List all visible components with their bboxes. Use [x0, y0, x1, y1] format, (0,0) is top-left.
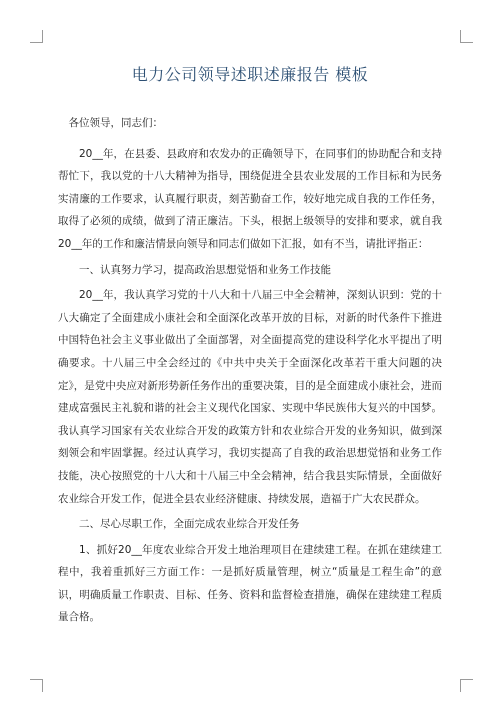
paragraph-study: 20__年，我认真学习党的十八大和十八届三中全会精神，深刻认识到：党的十八大确定了全面建成小康社会和全面深化改革开放的目标，对新的时代条件下推进中国特色社会主义事业做出了全面部署，对全面提高党的建设科学化水平提出了明确要求。十八届三中全会经过的《中共中央关于全面深化改革若干重大问题的决定》，是党中央应对新形势新任务作出的重要决策，目的是全面建成小康社会，进而建成富强民主礼貌和谐的社会主义现代化国家、实现中华民族伟大复兴的中国梦。我认真学习国家有关农业综合开发的政策方针和农业综合开发的业务知识，做到深刻领会和牢固掌握。经过认真学习，我切实提高了自我的政治思想觉悟和业务工作技能，决心按照党的十八大和十八届三中全会精神，结合我县实际情景，全面做好农业综合开发工作，促进全县农业经济健康、持续发展，造福于广大农民群众。 — [58, 289, 442, 505]
paragraph-intro: 20__年，在县委、县政府和农发办的正确领导下，在同事们的协助配合和支持帮忙下，我以党的十八大精神为指导，围绕促进全县农业发展的工作目标和为民务实清廉的工作要求，认真履行职责，刻苦勤奋工作，较好地完成自我的工作任务，取得了必须的成绩，做到了清正廉洁。下头，根据上级领导的安排和要求，就自我20__年的工作和廉洁情景向领导和同志们做如下汇报，如有不当，请批评指正： — [58, 147, 442, 250]
section-heading-1: 一、认真努力学习，提高政治思想觉悟和业务工作技能 — [79, 263, 331, 276]
crop-mark-top-left — [30, 30, 43, 43]
crop-mark-bottom-right — [460, 679, 473, 692]
crop-mark-top-right — [460, 30, 473, 43]
document-title: 电力公司领导述职述廉报告 模板 — [131, 65, 369, 84]
crop-mark-bottom-left — [30, 679, 43, 692]
paragraph-project: 1、抓好20__年度农业综合开发土地治理项目在建续建工程。在抓在建续建工程中，我着重抓好三方面工作：一是抓好质量管理，树立“质量是工程生命”的意识，明确质量工作职责、目标、任务、资料和监督检查措施，确保在建续建工程质量合格。 — [58, 543, 442, 624]
section-heading-2: 二、尽心尽职工作，全面完成农业综合开发任务 — [79, 518, 300, 531]
salutation: 各位领导，同志们： — [68, 117, 163, 129]
document-body — [58, 112, 442, 632]
